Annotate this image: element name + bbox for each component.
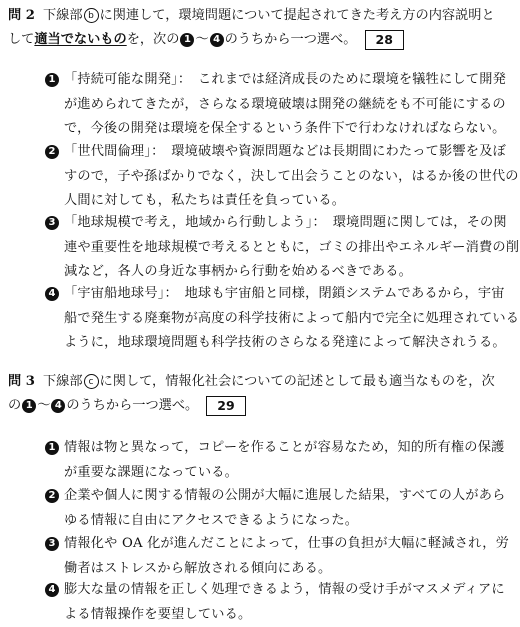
range-start-mark: 1 [180,33,194,47]
option-mark-1: 1 [45,73,59,87]
option-mark-2: 2 [45,489,59,503]
q2-option-3[interactable]: 3 「地球規模で考え，地域から行動しよう」： 環境問題に関しては，その関 連や重要性を地球規模で考えるとともに，ゴミの排出やエネルギー消費の削 減など，各人の身近な事柄から行動を始めるべきである。 [64,211,504,285]
q2-option-4[interactable]: 4 「宇宙船地球号」： 地球も宇宙船と同様，閉鎖システムであるから，宇宙 船で発生する廃棄物が高度の科学技術によって船内で完全に処理されている ように，地球環境問題も科学技術のさらなる発達によって解決されうる。 [64,282,504,356]
option-mark-2: 2 [45,145,59,159]
option-mark-3: 3 [45,537,59,551]
option-mark-3: 3 [45,216,59,230]
answer-box-29[interactable]: 29 [206,396,245,416]
q2-option-2[interactable]: 2 「世代間倫理」： 環境破壊や資源問題などは長期間にわたって影響を及ぼ すので，子や孫ばかりでなく，決して出会うことのない，はるか後の世代の 人間に対しても，私たちは責任を負っている。 [64,140,504,214]
range-start-mark: 1 [22,399,36,413]
q3-option-2[interactable]: 2 企業や個人に関する情報の公開が大幅に進展した結果，すべての人があら ゆる情報に自由にアクセスできるようになった。 [64,484,504,533]
question-3-number: 問 3 [8,374,35,389]
q3-option-1[interactable]: 1 情報は物と異なって，コピーを作ることが容易なため，知的所有権の保護 が重要な課題になっている。 [64,436,504,485]
q3-option-4[interactable]: 4 膨大な量の情報を正しく処理できるよう，情報の受け手がマスメディアに よる情報操作を要望している。 [64,578,504,627]
underline-ref-c-mark: c [84,374,99,389]
option-mark-1: 1 [45,441,59,455]
question-2-header: 問 2 下線部 b に関連して，環境問題について提起されてきた考え方の内容説明と して適当でないものを，次の 1 〜 4 のうちから一つ選べ。 28 [8,4,513,52]
question-3-header: 問 3 下線部 c に関して，情報化社会についての記述として最も適当なものを，次 の 1 〜 4 のうちから一つ選べ。 29 [8,370,513,418]
underline-ref-b-mark: b [84,8,99,23]
range-end-mark: 4 [210,33,224,47]
option-mark-4: 4 [45,287,59,301]
range-end-mark: 4 [51,399,65,413]
question-2-line2: して適当でないものを，次の 1 〜 4 のうちから一つ選べ。 28 [8,28,513,52]
option-mark-4: 4 [45,583,59,597]
question-2-number: 問 2 [8,8,35,23]
q3-option-3[interactable]: 3 情報化や OA 化が進んだことによって，仕事の負担が大幅に軽減され，労 働者はストレスから解放される傾向にある。 [64,532,504,581]
answer-box-28[interactable]: 28 [365,30,404,50]
emphasis-not-appropriate: 適当でないもの [34,32,127,47]
q2-option-1[interactable]: 1 「持続可能な開発」： これまでは経済成長のために環境を犠牲にして開発 が進められてきたが，さらなる環境破壊は開発の継続をも不可能にするの で，今後の開発は環境を保全するという条件下で行わなければならない。 [64,68,504,142]
question-3-line2: の 1 〜 4 のうちから一つ選べ。 29 [8,394,513,418]
